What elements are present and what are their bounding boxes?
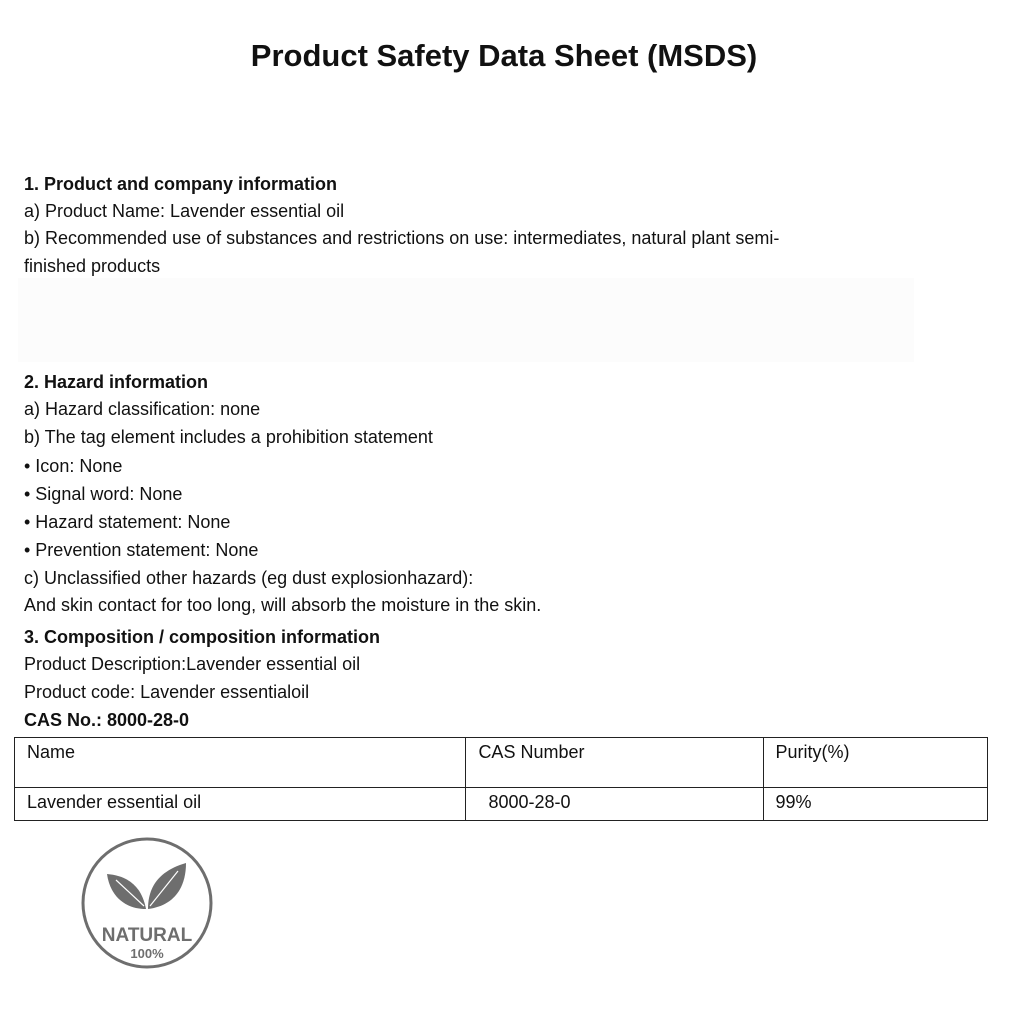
composition-table (14, 737, 988, 821)
bullet-item: • Signal word: None (24, 484, 183, 504)
badge-percent: 100% (130, 946, 164, 961)
natural-badge-icon (80, 836, 214, 970)
section-2-heading: 2. Hazard information (24, 372, 209, 392)
tag-element: b) The tag element includes a prohibition statement (24, 427, 433, 447)
header-cell: CAS Number (466, 738, 763, 788)
product-code: Product code: Lavender essentialoil (24, 682, 310, 702)
table-cell: 8000-28-0 (466, 788, 763, 821)
bullet-item: • Icon: None (24, 456, 123, 476)
header-cell: Name (15, 738, 466, 788)
blank-area (18, 278, 914, 362)
header-cell: Purity(%) (763, 738, 988, 788)
leaf-icon (107, 874, 146, 909)
other-hazards: c) Unclassified other hazards (eg dust explosionhazard): (24, 568, 474, 588)
bullet-item: • Hazard statement: None (24, 512, 231, 532)
table-cell: Lavender essential oil (15, 788, 466, 821)
product-name: a) Product Name: Lavender essential oil (24, 201, 345, 221)
page-title: Product Safety Data Sheet (MSDS) (250, 38, 758, 73)
cas-number: CAS No.: 8000-28-0 (24, 710, 190, 730)
table-row (15, 788, 988, 821)
badge-text: NATURAL (101, 925, 193, 946)
product-description: Product Description:Lavender essential oil (24, 654, 361, 674)
table-cell: 99% (763, 788, 988, 821)
recommended-use: b) Recommended use of substances and restrictions on use: intermediates, natural plant semi- (24, 228, 780, 248)
bullet-item: • Prevention statement: None (24, 540, 259, 560)
recommended-use-cont: finished products (24, 256, 161, 276)
section-3-heading: 3. Composition / composition information (24, 627, 380, 647)
section-1-heading: 1. Product and company information (24, 174, 338, 194)
hazard-classification: a) Hazard classification: none (24, 399, 261, 419)
table-header-row (15, 738, 988, 788)
other-hazards-detail: And skin contact for too long, will absorb the moisture in the skin. (24, 595, 542, 615)
